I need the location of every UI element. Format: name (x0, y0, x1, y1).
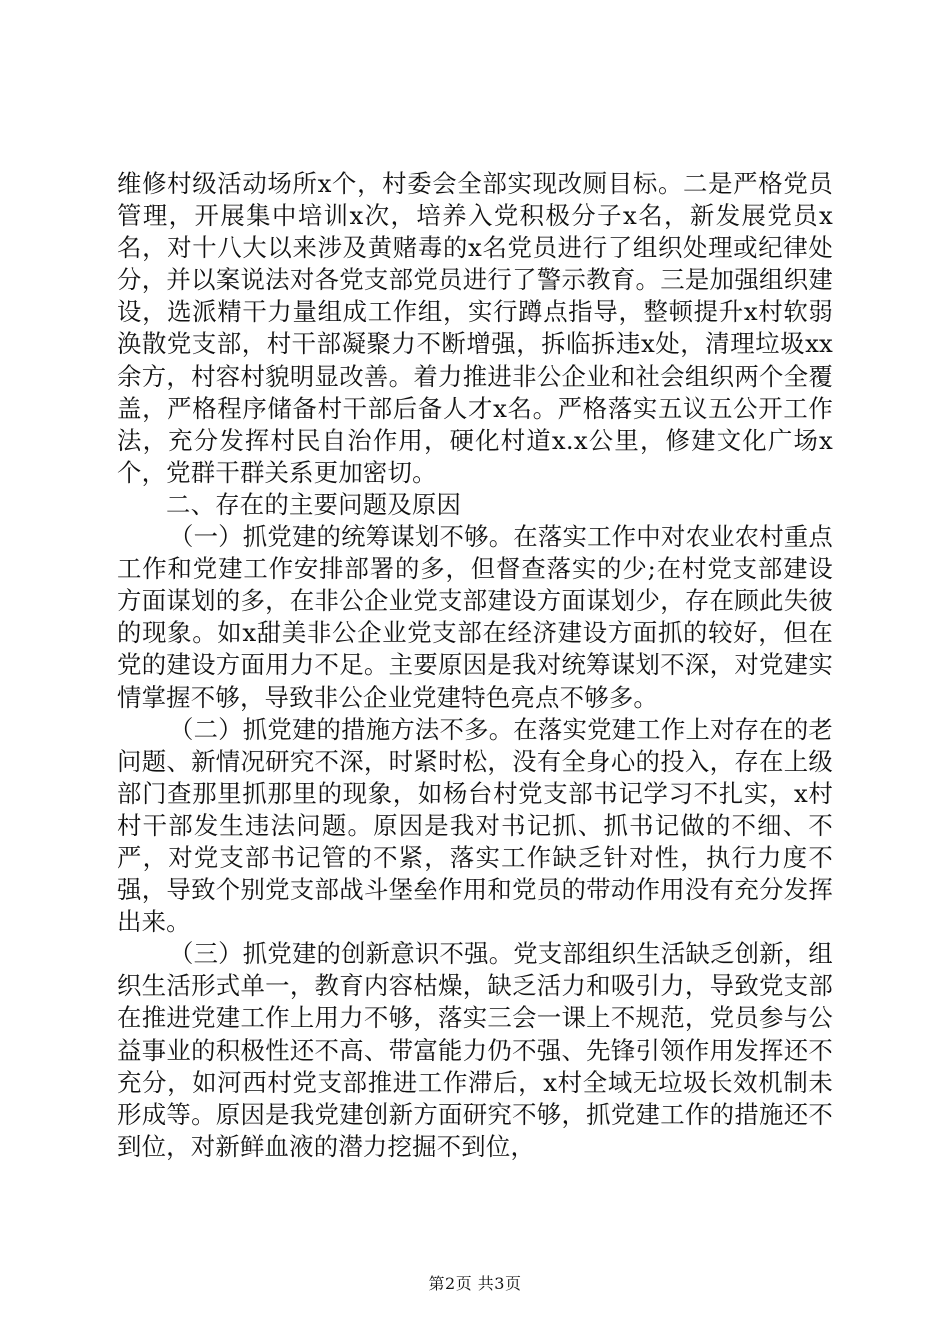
document-body (117, 168, 833, 1163)
paragraph-issue-1: （一）抓党建的统筹谋划不够。在落实工作中对农业农村重点工作和党建工作安排部署的多，但督查落实的少;在村党支部建设方面谋划的多，在非公企业党支部建设方面谋划少，存在顾此失彼的现象。如x甜美非公企业党支部在经济建设方面抓的较好，但在党的建设方面用力不足。主要原因是我对统筹谋划不深，对党建实情掌握不够，导致非公企业党建特色亮点不够多。 (117, 522, 833, 712)
page-footer: 第2页 共3页 (428, 1274, 522, 1293)
section-heading: 二、存在的主要问题及原因 (166, 489, 462, 519)
paragraph-continuation: 维修村级活动场所x个，村委会全部实现改厕目标。二是严格党员管理，开展集中培训x次，培养入党积极分子x名，新发展党员x名，对十八大以来涉及黄赌毒的x名党员进行了组织处理或纪律处分，并以案说法对各党支部党员进行了警示教育。三是加强组织建设，选派精干力量组成工作组，实行蹲点指导，整顿提升x村软弱涣散党支部，村干部凝聚力不断增强，拆临拆违x处，清理垃圾xx余方，村容村貌明显改善。着力推进非公企业和社会组织两个全覆盖，严格程序储备村干部后备人才x名。严格落实五议五公开工作法，充分发挥村民自治作用，硬化村道x.x公里，修建文化广场x个，党群干群关系更加密切。 (117, 169, 833, 487)
paragraph-issue-2: （二）抓党建的措施方法不多。在落实党建工作上对存在的老问题、新情况研究不深，时紧时松，没有全身心的投入，存在上级部门查那里抓那里的现象，如杨台村党支部书记学习不扎实，x村村干部发生违法问题。原因是我对书记抓、抓书记做的不细、不严，对党支部书记管的不紧，落实工作缺乏针对性，执行力度不强，导致个别党支部战斗堡垒作用和党员的带动作用没有充分发挥出来。 (117, 714, 833, 937)
paragraph-issue-3: （三）抓党建的创新意识不强。党支部组织生活缺乏创新，组织生活形式单一，教育内容枯燥，缺乏活力和吸引力，导致党支部在推进党建工作上用力不够，落实三会一课上不规范，党员参与公益事业的积极性还不高、带富能力仍不强、先锋引领作用发挥还不充分，如河西村党支部推进工作滞后，x村全域无垃圾长效机制未形成等。原因是我党建创新方面研究不够，抓党建工作的措施还不到位，对新鲜血液的潜力挖掘不到位， (117, 939, 833, 1161)
